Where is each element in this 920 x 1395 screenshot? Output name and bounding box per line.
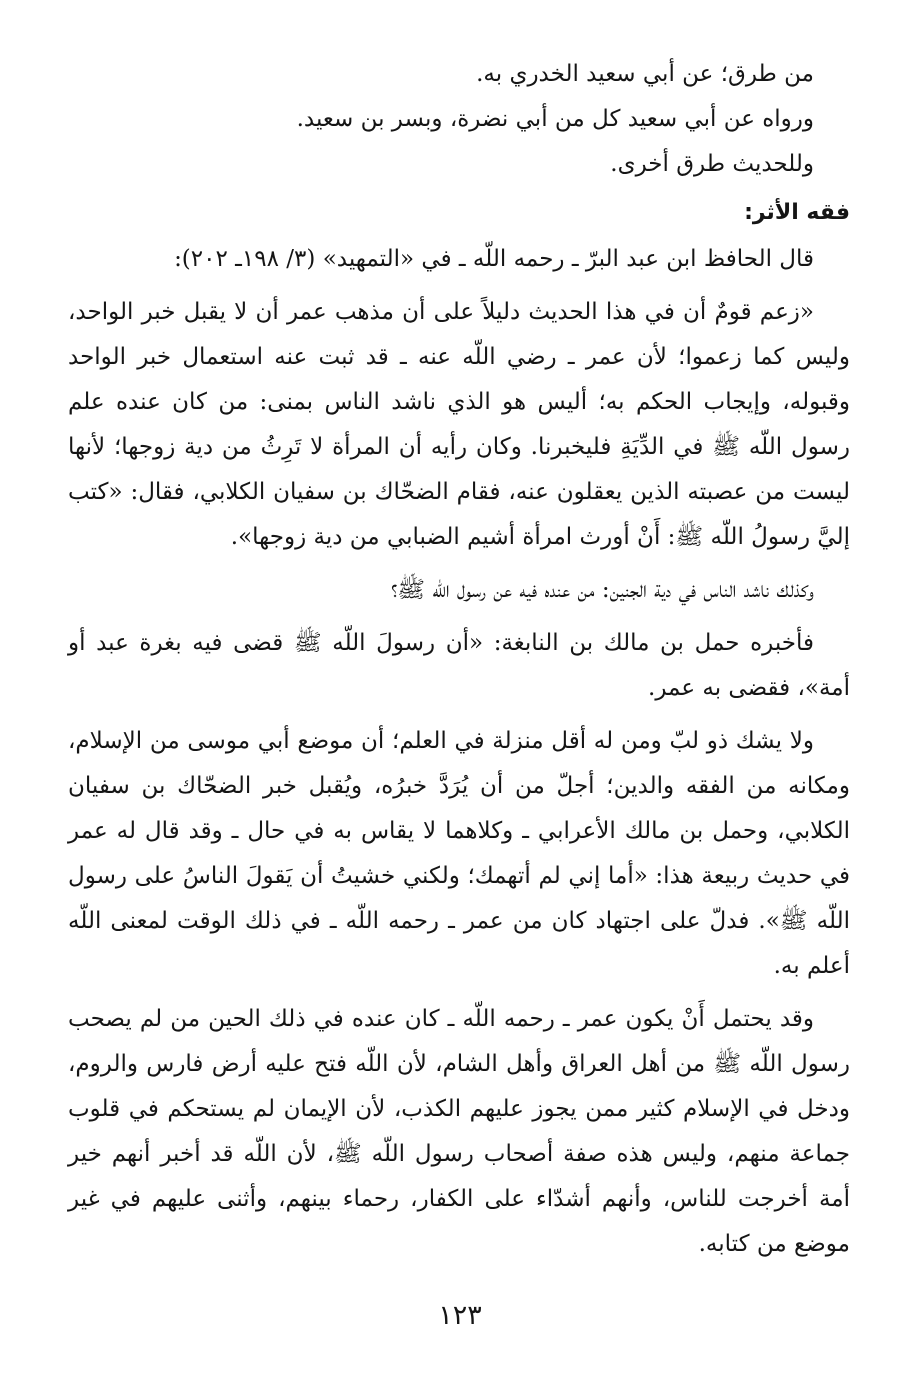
citation-line: قال الحافظ ابن عبد البرّ ـ رحمه اللّه ـ في «التمهيد» (٣/ ١٩٨ـ ٢٠٢): bbox=[174, 246, 814, 272]
intro-block bbox=[68, 52, 850, 187]
paragraph: «زعم قومٌ أن في هذا الحديث دليلاً على أن مذهب عمر أن لا يقبل خبر الواحد، وليس كما زعموا؛ لأن عمر ـ رضي اللّه عنه ـ قد ثبت عنه استعمال خبر الواحد وقبوله، وإيجاب الحكم به؛ أليس هو الذي ناشد الناس بمنى: من كان عنده علم رسول اللّه ﷺ في الدِّيَةِ فليخبرنا. وكان رأيه أن المرأة لا تَرِثُ من دية زوجها؛ لأنها ليست من عصبته الذين يعقلون عنه، فقام الضحّاك بن سفيان الكلابي، فقال: «كتب إليَّ رسولُ اللّه ﷺ: أَنْ أورث امرأة أشيم الضبابي من دية زوجها». bbox=[68, 299, 850, 550]
intro-line: ورواه عن أبي سعيد كل من أبي نضرة، وبسر بن سعيد. bbox=[296, 106, 814, 132]
page-body bbox=[68, 52, 850, 1275]
paragraph: ولا يشك ذو لبّ ومن له أقل منزلة في العلم؛ أن موضع أبي موسى من الإسلام، ومكانه من الفقه والدين؛ أجلّ من أن يُرَدَّ خبرُه، ويُقبل خبر الضحّاك بن سفيان الكلابي، وحمل بن مالك الأعرابي ـ وكلاهما لا يقاس به في حال ـ وقد قال له عمر في حديث ربيعة هذا: «أما إني لم أتهمك؛ ولكني خشيتُ أن يَقولَ الناسُ على رسول اللّه ﷺ». فدلّ على اجتهاد كان من عمر ـ رحمه اللّه ـ في ذلك الوقت لمعنى اللّه أعلم به. bbox=[68, 728, 850, 979]
page-number: ١٢٣ bbox=[438, 1300, 482, 1331]
intro-line: وللحديث طرق أخرى. bbox=[610, 151, 814, 177]
paragraph: وكذلك ناشد الناس في دية الجنين: من عنده فيه عن رسول اللّه ﷺ؟ bbox=[390, 577, 814, 603]
intro-line: من طرق؛ عن أبي سعيد الخدري به. bbox=[476, 61, 814, 87]
section-heading: فقه الأثر: bbox=[744, 200, 850, 225]
paragraph: وقد يحتمل أَنْ يكون عمر ـ رحمه اللّه ـ كان عنده في ذلك الحين من لم يصحب رسول اللّه ﷺ من أهل العراق وأهل الشام، لأن اللّه فتح عليه أرض فارس والروم، ودخل في الإسلام كثير ممن يجوز عليهم الكذب، لأن الإيمان لم يستحكم في قلوب جماعة منهم، وليس هذه صفة أصحاب رسول اللّه ﷺ، لأن اللّه قد أخبر أنهم خير أمة أخرجت للناس، وأنهم أشدّاء على الكفار، رحماء بينهم، وأثنى عليهم في غير موضع من كتابه. bbox=[68, 1006, 850, 1257]
paragraph: فأخبره حمل بن مالك بن النابغة: «أن رسولَ اللّه ﷺ قضى فيه بغرة عبد أو أمة»، فقضى به عمر. bbox=[68, 630, 850, 701]
